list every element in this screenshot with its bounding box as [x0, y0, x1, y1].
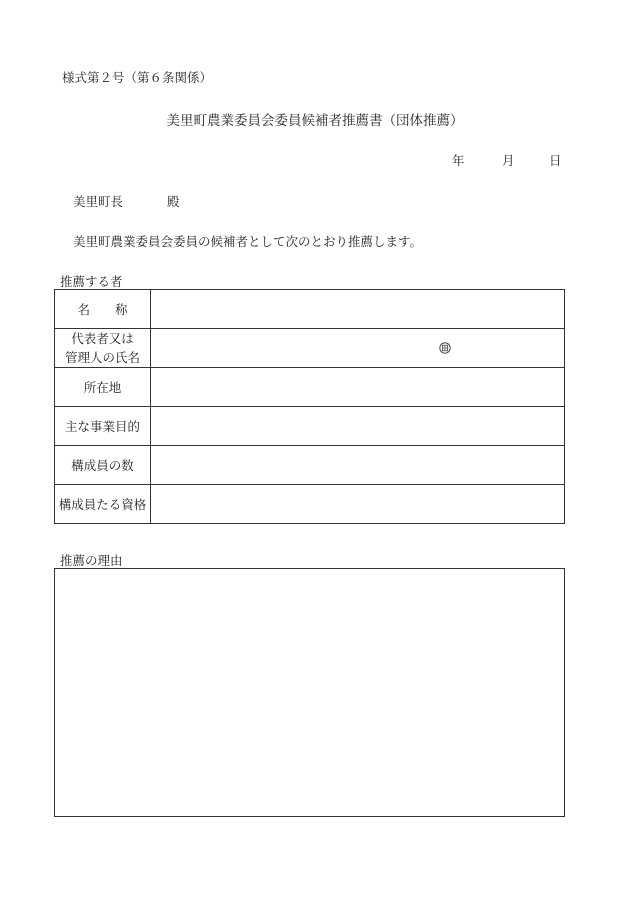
table-row-business-purpose	[55, 407, 565, 446]
table-row-member-qualification	[55, 485, 565, 524]
body-text: 美里町農業委員会委員の候補者として次のとおり推薦します。	[73, 234, 423, 249]
table-row-representative	[55, 329, 565, 368]
addressee-name: 美里町長	[73, 194, 124, 209]
row-label-representative-line2: 管理人の氏名	[64, 350, 140, 365]
date-year-label: 年	[452, 153, 465, 168]
reason-section-heading: 推薦の理由	[60, 553, 123, 568]
member-count-field[interactable]	[151, 446, 565, 485]
row-label-address: 所在地	[55, 368, 151, 407]
document-title: 美里町農業委員会委員候補者推薦書（団体推薦）	[166, 113, 464, 129]
reason-text-area[interactable]	[54, 568, 565, 817]
row-label-business-purpose: 主な事業目的	[55, 407, 151, 446]
addressee-honorific: 殿	[167, 194, 180, 209]
table-row-member-count	[55, 446, 565, 485]
row-label-member-count: 構成員の数	[55, 446, 151, 485]
recommender-section-heading: 推薦する者	[60, 274, 123, 289]
seal-icon	[439, 342, 451, 354]
address-field[interactable]	[151, 368, 565, 407]
name-field[interactable]	[151, 290, 565, 329]
table-row-name	[55, 290, 565, 329]
member-qualification-field[interactable]	[151, 485, 565, 524]
date-month-label: 月	[502, 153, 515, 168]
representative-name-field[interactable]	[151, 329, 565, 368]
date-day-label: 日	[549, 153, 562, 168]
business-purpose-field[interactable]	[151, 407, 565, 446]
row-label-representative	[55, 329, 151, 368]
form-number: 様式第２号（第６条関係）	[62, 70, 213, 85]
recommender-table	[54, 289, 565, 524]
row-label-representative-line1: 代表者又は	[71, 331, 134, 346]
table-row-address	[55, 368, 565, 407]
row-label-member-qualification: 構成員たる資格	[55, 485, 151, 524]
row-label-name: 名 称	[55, 290, 151, 329]
